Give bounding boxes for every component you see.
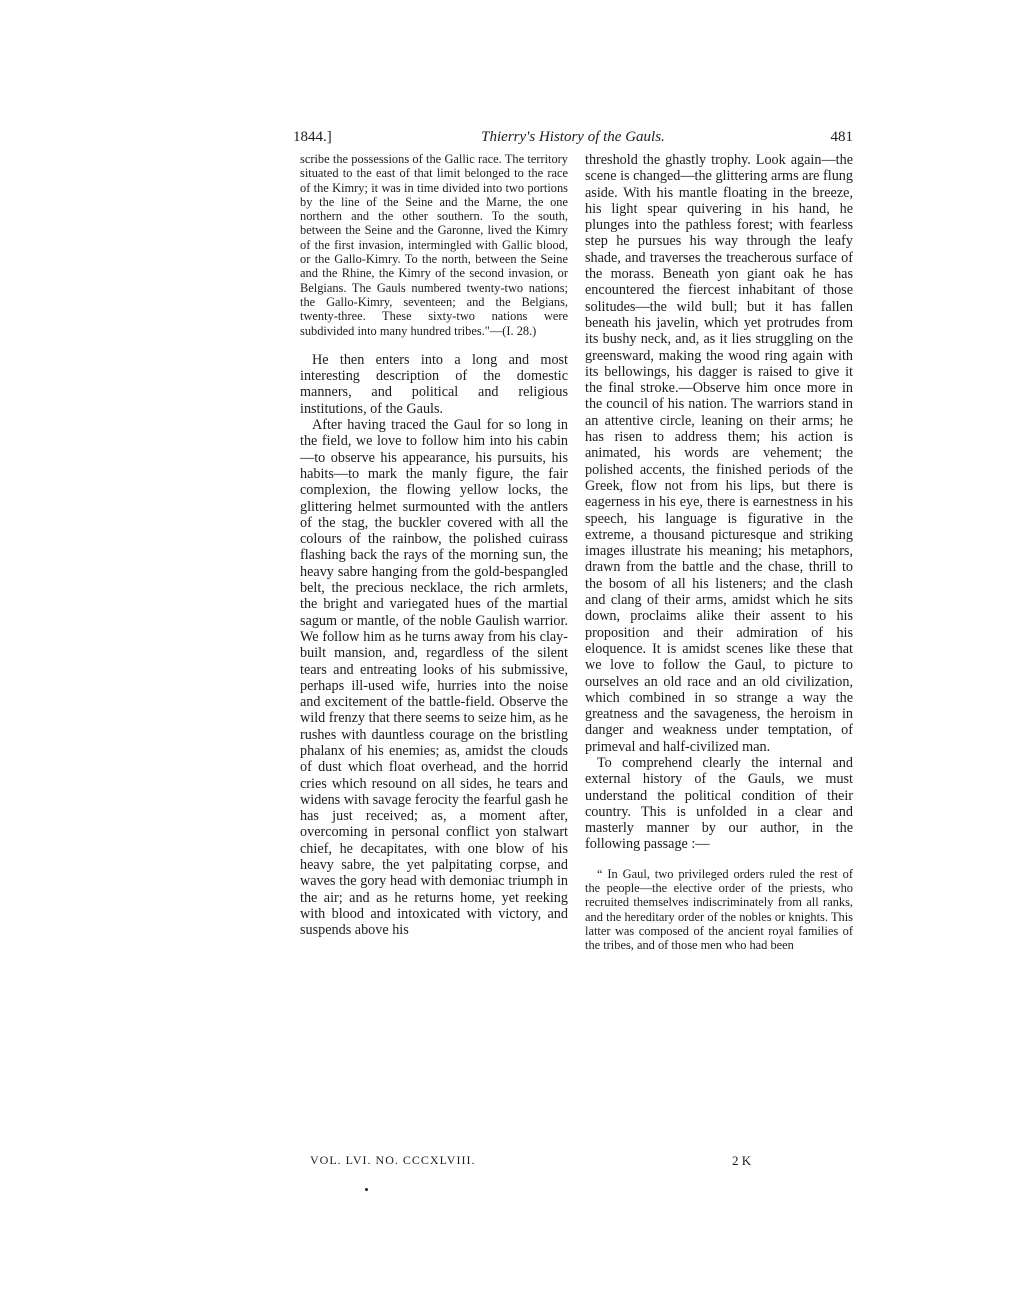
body-paragraph: threshold the ghastly trophy. Look again—the scene is changed—the glittering arms are flung aside. With his mantle floating in the breeze, his light spear quivering in his hand, he plunges into the pathless forest; with fearless step he pursues his way through the leafy shade, and traverses the treacherous surface of the morass. Beneath yon giant oak he has encountered the fiercest inhabitant of those solitudes—the wild bull; but it has fallen beneath his javelin, which yet protrudes from its bushy neck, and, as it lies struggling on the greensward, making the wood ring again with its bellowings, his dagger is raised to give it the final stroke.—Observe him once more in the council of his nation. The warriors stand in an attentive circle, leaning on their arms; he has risen to address them; his action is animated, his words are vehement; the polished accents, the finished periods of the Greek, flow not from his lips, but there is eagerness in his eye, there is earnestness in his speech, his language is figurative in the extreme, a thousand picturesque and striking images illustrate his meaning; his metaphors, drawn from the battle and the chase, thrill to the bosom of all his listeners; and the clash and clang of their arms, amidst which he sits down, proclaims alike their assent to his proposition and their admiration of his eloquence. It is amidst scenes like these that we love to follow the Gaul, to picture to ourselves an old race and an old civilization, which combined in so strange a way the greatness and the savageness, the heroism in danger and weakness under temptation, of primeval and half-civilized man.: [585, 152, 853, 755]
right-column: [585, 152, 853, 953]
body-paragraph: After having traced the Gaul for so long in the field, we love to follow him into his cabin—to observe his appearance, his pursuits, his habits—to mark the manly figure, the fair complexion, the flowing yellow locks, the glittering helmet surmounted with the antlers of the stag, the buckler covered with all the colours of the rainbow, the polished cuirass flashing back the rays of the morning sun, the heavy sabre hanging from the gold-bespangled belt, the precious necklace, the rich armlets, the bright and variegated hues of the martial sagum or mantle, of the noble Gaulish warrior. We follow him as he turns away from his clay-built mansion, and, regardless of the silent tears and entreating looks of his submissive, perhaps ill-used wife, hurries into the noise and excitement of the battle-field. Observe the wild frenzy that there seems to seize him, as he rushes with dauntless courage on the bristling phalanx of his enemies; as, amidst the clouds of dust which float overhead, and the horrid cries which resound on all sides, he tears and widens with savage ferocity the fearful gash he has just received; as, a moment after, overcoming in personal conflict yon stalwart chief, he decapitates, with one blow of his heavy sabre, the yet palpitating corpse, and waves the gory head with demoniac triumph in the air; and as he returns home, yet reeking with blood and intoxicated with victory, and suspends above his: [300, 417, 568, 939]
running-header: [293, 129, 853, 151]
volume-line: VOL. LVI. NO. CCCXLVIII.: [310, 1153, 476, 1167]
body-paragraph: To comprehend clearly the internal and external history of the Gauls, we must understand the political condition of their country. This is unfolded in a clear and masterly manner by our author, in the following passage :—: [585, 754, 853, 853]
body-paragraph: He then enters into a long and most interesting description of the domestic manners, and political and religious institutions, of the Gauls.: [300, 351, 568, 417]
ink-dot: [365, 1188, 368, 1191]
header-year: 1844.]: [293, 129, 332, 145]
block-quote: “ In Gaul, two privileged orders ruled the rest of the people—the elective order of the priests, who recruited themselves indiscriminately from all ranks, and the hereditary order of the nobles or knights. This latter was composed of the ancient royal families of the tribes, and of those men who had been: [585, 866, 853, 953]
left-column: [300, 152, 568, 939]
page-number: 481: [830, 129, 853, 145]
quote-continuation: scribe the possessions of the Gallic race. The territory situated to the east of that limit belonged to the race of the Kimry; it was in time divided into two portions by the line of the Seine and the Marne, the one northern and the other southern. To the south, between the Seine and the Garonne, lived the Kimry of the first invasion, intermingled with Gallic blood, or the Gallo-Kimry. To the north, between the Seine and the Rhine, the Kimry of the second invasion, or Belgians. The Gauls numbered twenty-two nations; the Gallo-Kimry, seventeen; and the Belgians, twenty-three. These sixty-two nations were subdivided into many hundred tribes."—(I. 28.): [300, 152, 568, 338]
header-title: Thierry's History of the Gauls.: [481, 129, 665, 145]
signature-mark: 2 K: [732, 1153, 752, 1168]
